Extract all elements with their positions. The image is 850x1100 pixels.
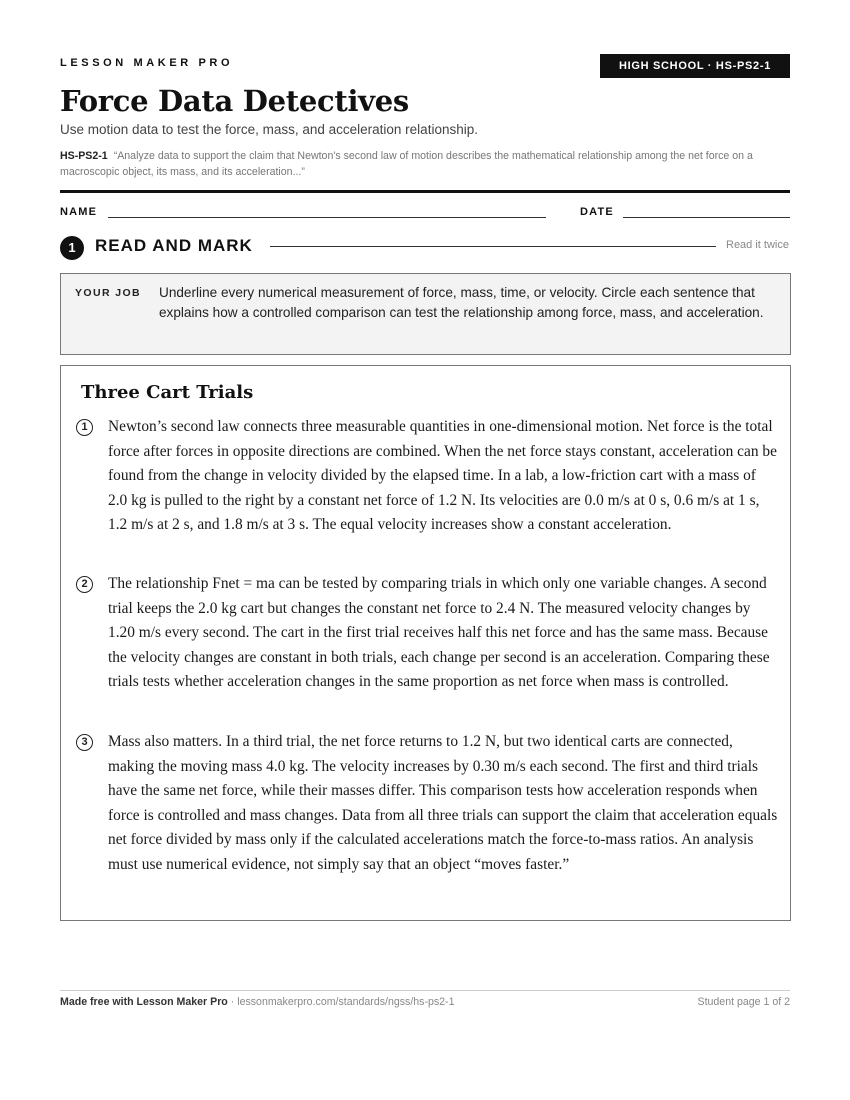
page-indicator: Student page 1 of 2 [697, 996, 790, 1008]
paragraph-3: Mass also matters. In a third trial, the net force returns to 1.2 N, but two identical carts are connected, making the moving mass 4.0 kg. The velocity increases by 0.30 m/s each second. The first and third trials have the same net force, while their masses differ. This comparison tests how acceleration responds when force is controlled and mass changes. Data from all three trials can support the claim that acceleration equals net force divided by mass only if the calculated accelerations match the force-to-mass ratios. An analysis must use numerical evidence, not simply say that an object “moves faster.” [108, 733, 778, 873]
instructions-label: YOUR JOB [75, 287, 142, 299]
worksheet-title: Force Data Detectives [60, 84, 409, 118]
name-field[interactable] [108, 217, 546, 218]
footer-url[interactable]: · lessonmakerpro.com/standards/ngss/hs-ps2-1 [227, 996, 455, 1008]
footer-credit [60, 996, 454, 1008]
instructions-text: Underline every numerical measurement of force, mass, time, or velocity. Circle each sentence that explains how a controlled comparison can test the relationship among force, mass, and acceleration. [159, 285, 764, 320]
paragraph-1: Newton’s second law connects three measurable quantities in one-dimensional motion. Net force is the total force after forces in opposite directions are combined. When the net force stays constant, acceleration can be found from the change in velocity divided by the elapsed time. In a lab, a low-friction cart with a mass of 2.0 kg is pulled to the right by a constant net force of 1.2 N. Its velocities are 0.0 m/s at 0 s, 0.6 m/s at 1 s, 1.2 m/s at 2 s, and 1.8 m/s at 3 s. The equal velocity increases show a constant acceleration. [108, 418, 777, 533]
instructions-box [60, 273, 791, 355]
standard-statement [60, 148, 790, 180]
date-label: DATE [580, 206, 614, 218]
footer-made-with: Made free with Lesson Maker Pro [60, 996, 228, 1008]
reading-passage [60, 365, 791, 921]
section-divider [270, 246, 716, 247]
date-field[interactable] [623, 217, 790, 218]
grade-standard-badge: HIGH SCHOOL · HS-PS2-1 [600, 54, 790, 78]
name-label: NAME [60, 206, 98, 218]
standard-code: HS-PS2-1 [60, 150, 108, 162]
section-number-badge: 1 [60, 236, 84, 260]
paragraph-2: The relationship Fnet = ma can be tested by comparing trials in which only one variable changes. A second trial keeps the 2.0 kg cart but changes the constant net force to 2.4 N. The measured velocity changes by 1.20 m/s every second. The cart in the first trial receives half this net force and has the same mass. Because the velocity changes are constant in both trials, each change per second is an acceleration. Comparing these trials tests whether acceleration changes in the same proportion as net force when mass is controlled. [108, 575, 770, 690]
brand-name: LESSON MAKER PRO [60, 57, 234, 69]
standard-text: “Analyze data to support the claim that Newton's second law of motion describes the mathematical relationship among the net force on a macroscopic object, its mass, and its acceleration...” [60, 150, 753, 178]
section-note: Read it twice [726, 239, 789, 251]
section-title: READ AND MARK [95, 236, 253, 255]
header-divider [60, 190, 790, 193]
paragraph-number-3: 3 [76, 734, 93, 751]
paragraph-number-2: 2 [76, 576, 93, 593]
footer-divider [60, 990, 790, 991]
paragraph-number-1: 1 [76, 419, 93, 436]
passage-title: Three Cart Trials [81, 382, 254, 403]
worksheet-subtitle: Use motion data to test the force, mass, and acceleration relationship. [60, 122, 478, 137]
